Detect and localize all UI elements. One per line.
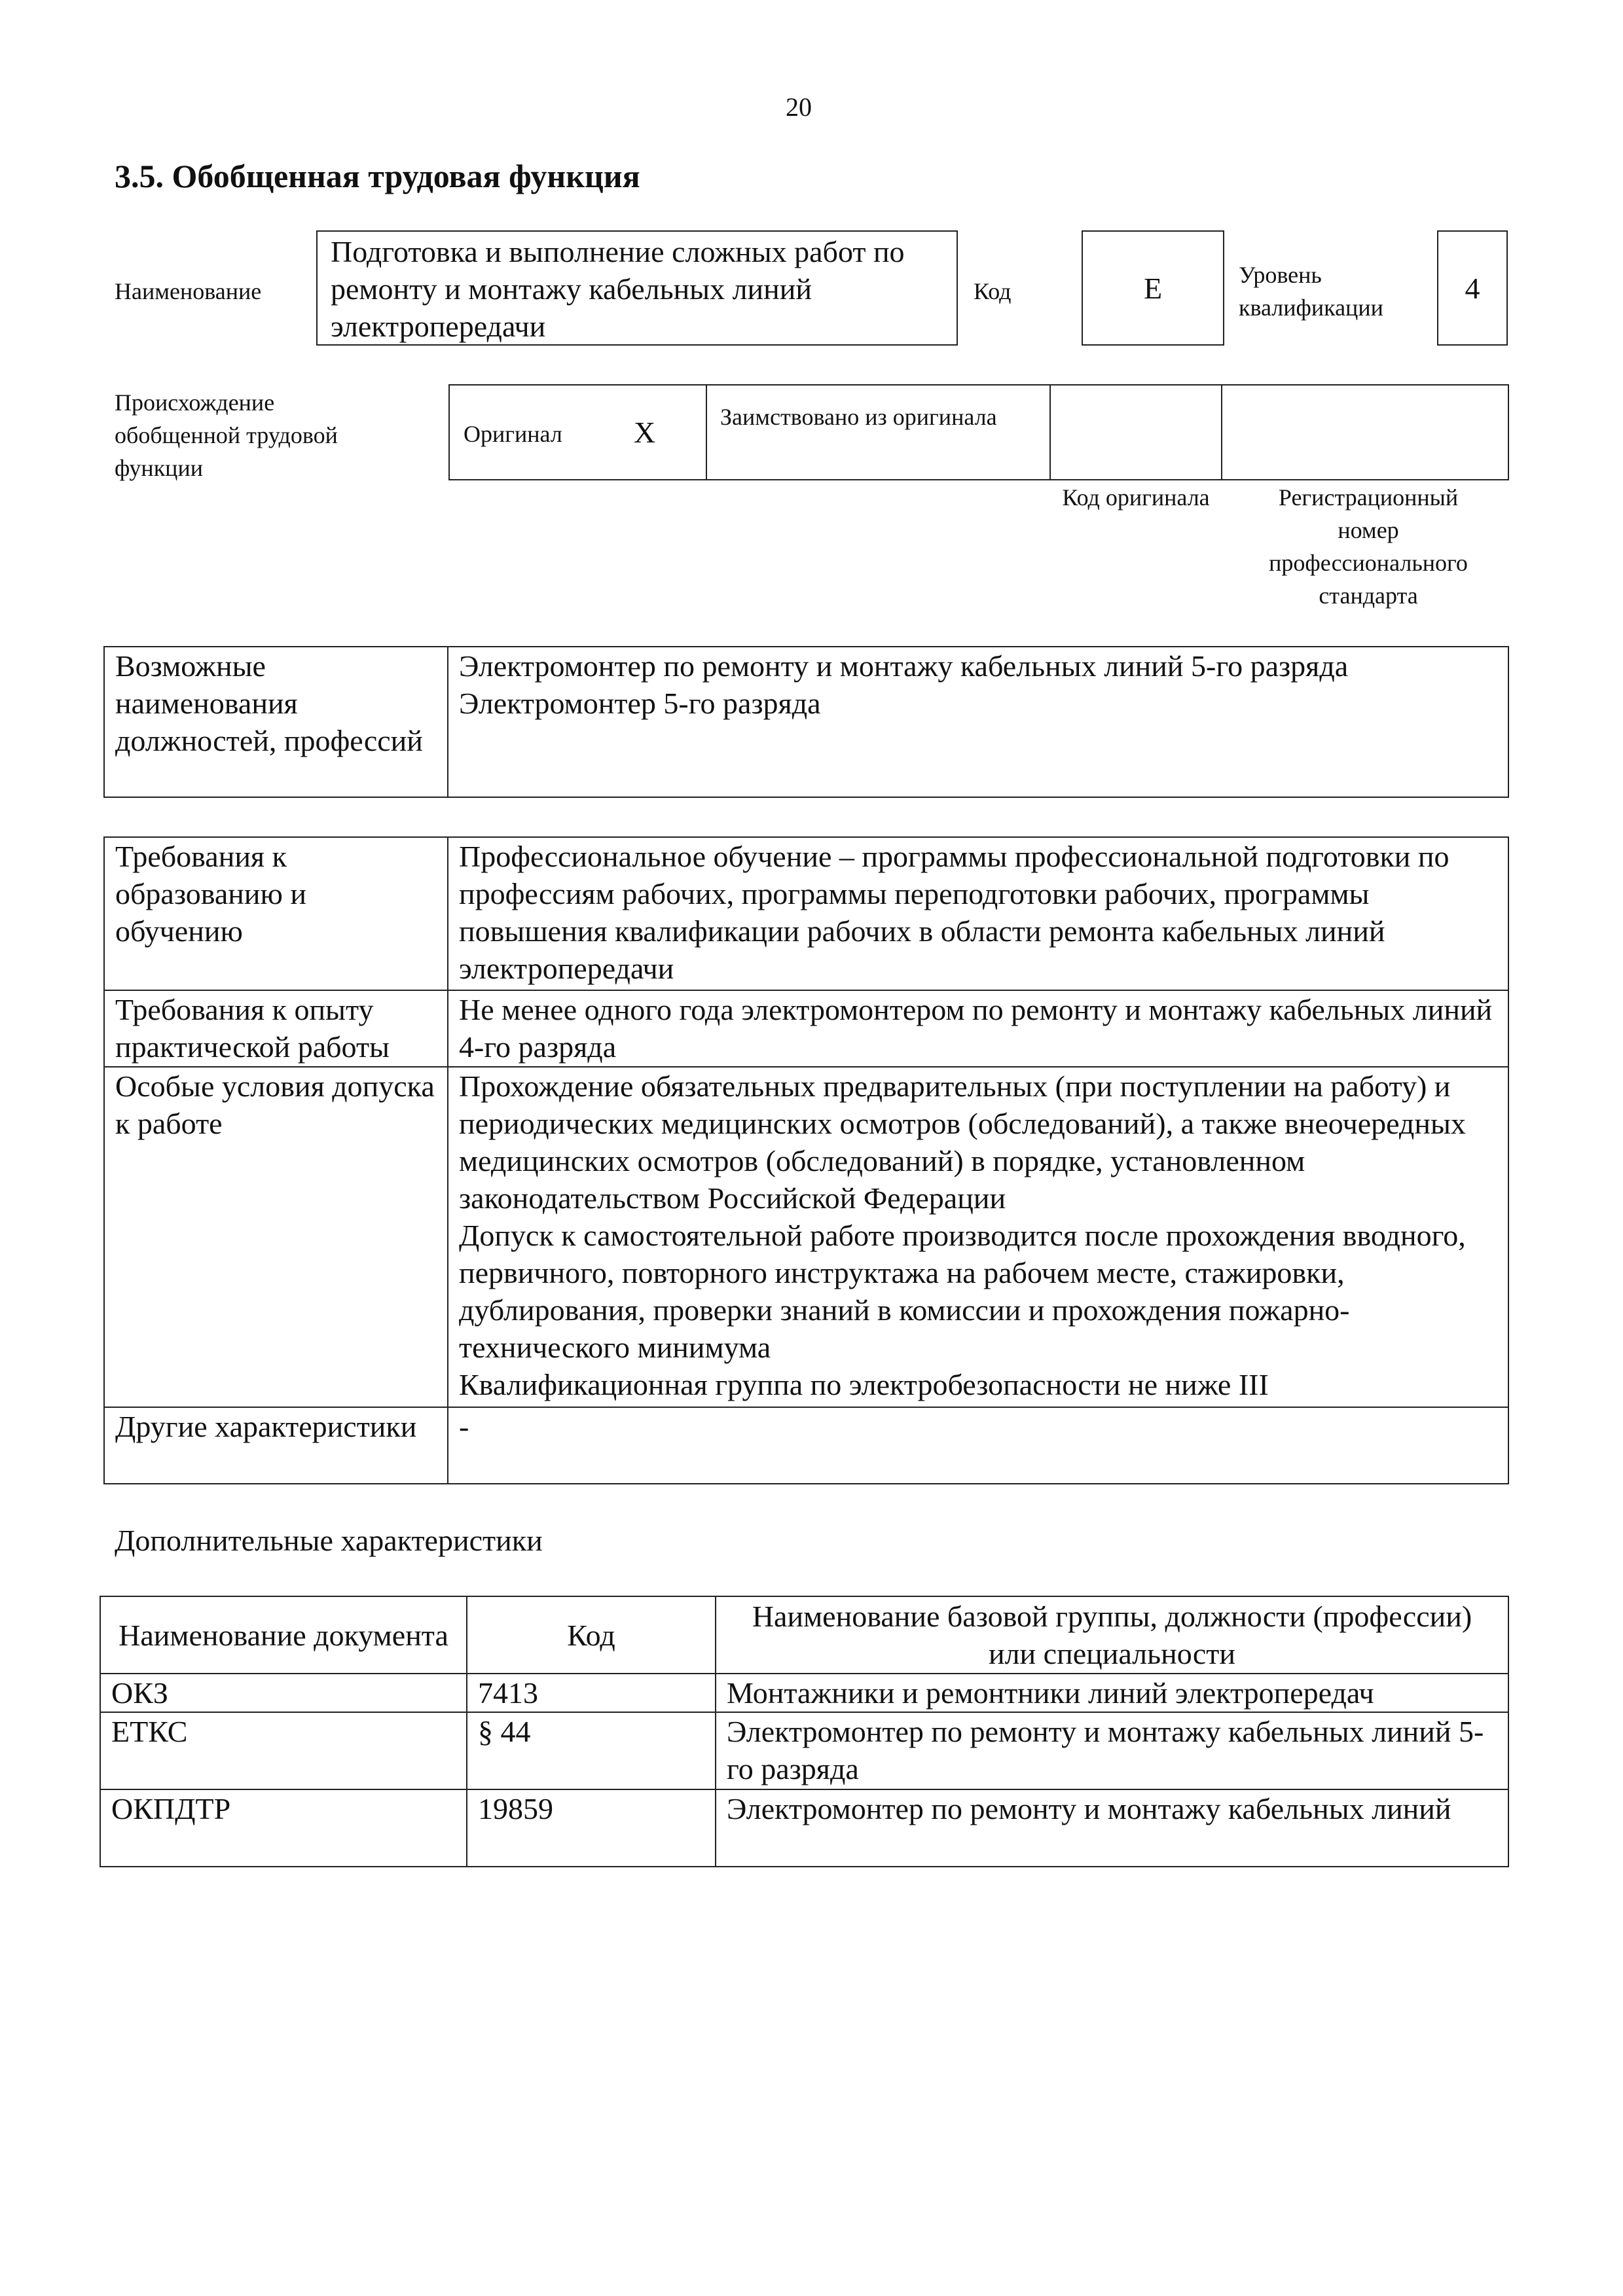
name-label: Наименование	[115, 278, 262, 304]
admission-value	[448, 1067, 1508, 1407]
positions-table	[103, 646, 1509, 798]
admission-line: Допуск к самостоятельной работе производится после прохождения вводного, первичного, повторного инструктажа на рабочем месте, стажировки, дублирования, проверки знаний в комиссии и прохождения пожарно-технического минимума	[459, 1219, 1466, 1364]
requirements-table	[103, 836, 1509, 1484]
table-row	[104, 837, 1508, 990]
additional-table	[100, 1596, 1509, 1867]
cell-group: Монтажники и ремонтники линий электропередач	[716, 1674, 1508, 1712]
page-number: 20	[786, 92, 812, 122]
admission-label: Особые условия допуска к работе	[104, 1067, 448, 1407]
header-document: Наименование документа	[100, 1596, 467, 1674]
level-value: 4	[1465, 271, 1480, 305]
reg-number-caption: Регистрационный номер профессионального стандарта	[1269, 484, 1468, 609]
admission-line: Квалификационная группа по электробезопасности не ниже III	[459, 1368, 1269, 1401]
code-value: E	[1143, 271, 1163, 305]
cell-group: Электромонтер по ремонту и монтажу кабельных линий 5-го разряда	[716, 1712, 1508, 1789]
header-group: Наименование базовой группы, должности (профессии) или специальности	[716, 1596, 1508, 1674]
cell-code: 19859	[467, 1789, 716, 1867]
origin-divider-2	[1049, 384, 1051, 480]
table-row	[100, 1674, 1508, 1712]
cell-document: ОКЗ	[100, 1674, 467, 1712]
positions-values	[448, 647, 1508, 797]
education-value: Профессиональное обучение – программы профессиональной подготовки по профессиям рабочих, программы переподготовки рабочих, программы повышения квалификации рабочих в области ремонта кабельных линий электропередачи	[448, 837, 1508, 990]
experience-label: Требования к опыту практической работы	[104, 990, 448, 1067]
level-label: Уровень квалификации	[1239, 262, 1383, 321]
origin-divider-1	[706, 384, 707, 480]
experience-value: Не менее одного года электромонтером по ремонту и монтажу кабельных линий 4-го разряда	[448, 990, 1508, 1067]
original-label: Оригинал	[464, 421, 562, 447]
code-box	[1082, 230, 1224, 346]
function-name: Подготовка и выполнение сложных работ по ремонту и монтажу кабельных линий электропередачи	[331, 235, 905, 343]
other-label: Другие характеристики	[104, 1407, 448, 1484]
additional-title: Дополнительные характеристики	[115, 1524, 543, 1557]
other-value: -	[448, 1407, 1508, 1484]
header-code: Код	[467, 1596, 716, 1674]
position-item: Электромонтер 5-го разряда	[459, 687, 821, 720]
level-box	[1437, 230, 1508, 346]
education-label: Требования к образованию и обучению	[104, 837, 448, 990]
position-item: Электромонтер по ремонту и монтажу кабельных линий 5-го разряда	[459, 649, 1349, 683]
cell-document: ЕТКС	[100, 1712, 467, 1789]
cell-code: § 44	[467, 1712, 716, 1789]
function-name-box	[316, 230, 958, 346]
admission-line: Прохождение обязательных предварительных (при поступлении на работу) и периодических медицинских осмотров (обследований), а также внеочередных медицинских осмотров (обследований) в порядке, установленном законодательством Российской Федерации	[459, 1069, 1466, 1215]
origin-divider-3	[1221, 384, 1222, 480]
table-row	[104, 1407, 1508, 1484]
table-row	[100, 1789, 1508, 1867]
section-title: 3.5. Обобщенная трудовая функция	[115, 158, 640, 194]
origin-label: Происхождение обобщенной трудовой функции	[115, 389, 338, 481]
code-label: Код	[974, 278, 1012, 304]
table-row	[104, 990, 1508, 1067]
table-row	[100, 1712, 1508, 1789]
cell-group: Электромонтер по ремонту и монтажу кабельных линий	[716, 1789, 1508, 1867]
table-row	[104, 1067, 1508, 1407]
original-mark: X	[634, 416, 656, 449]
cell-code: 7413	[467, 1674, 716, 1712]
positions-label: Возможные наименования должностей, профессий	[104, 647, 448, 797]
code-original-caption: Код оригинала	[1062, 484, 1210, 511]
cell-document: ОКПДТР	[100, 1789, 467, 1867]
borrowed-label: Заимствовано из оригинала	[720, 404, 997, 430]
table-header-row	[100, 1596, 1508, 1674]
